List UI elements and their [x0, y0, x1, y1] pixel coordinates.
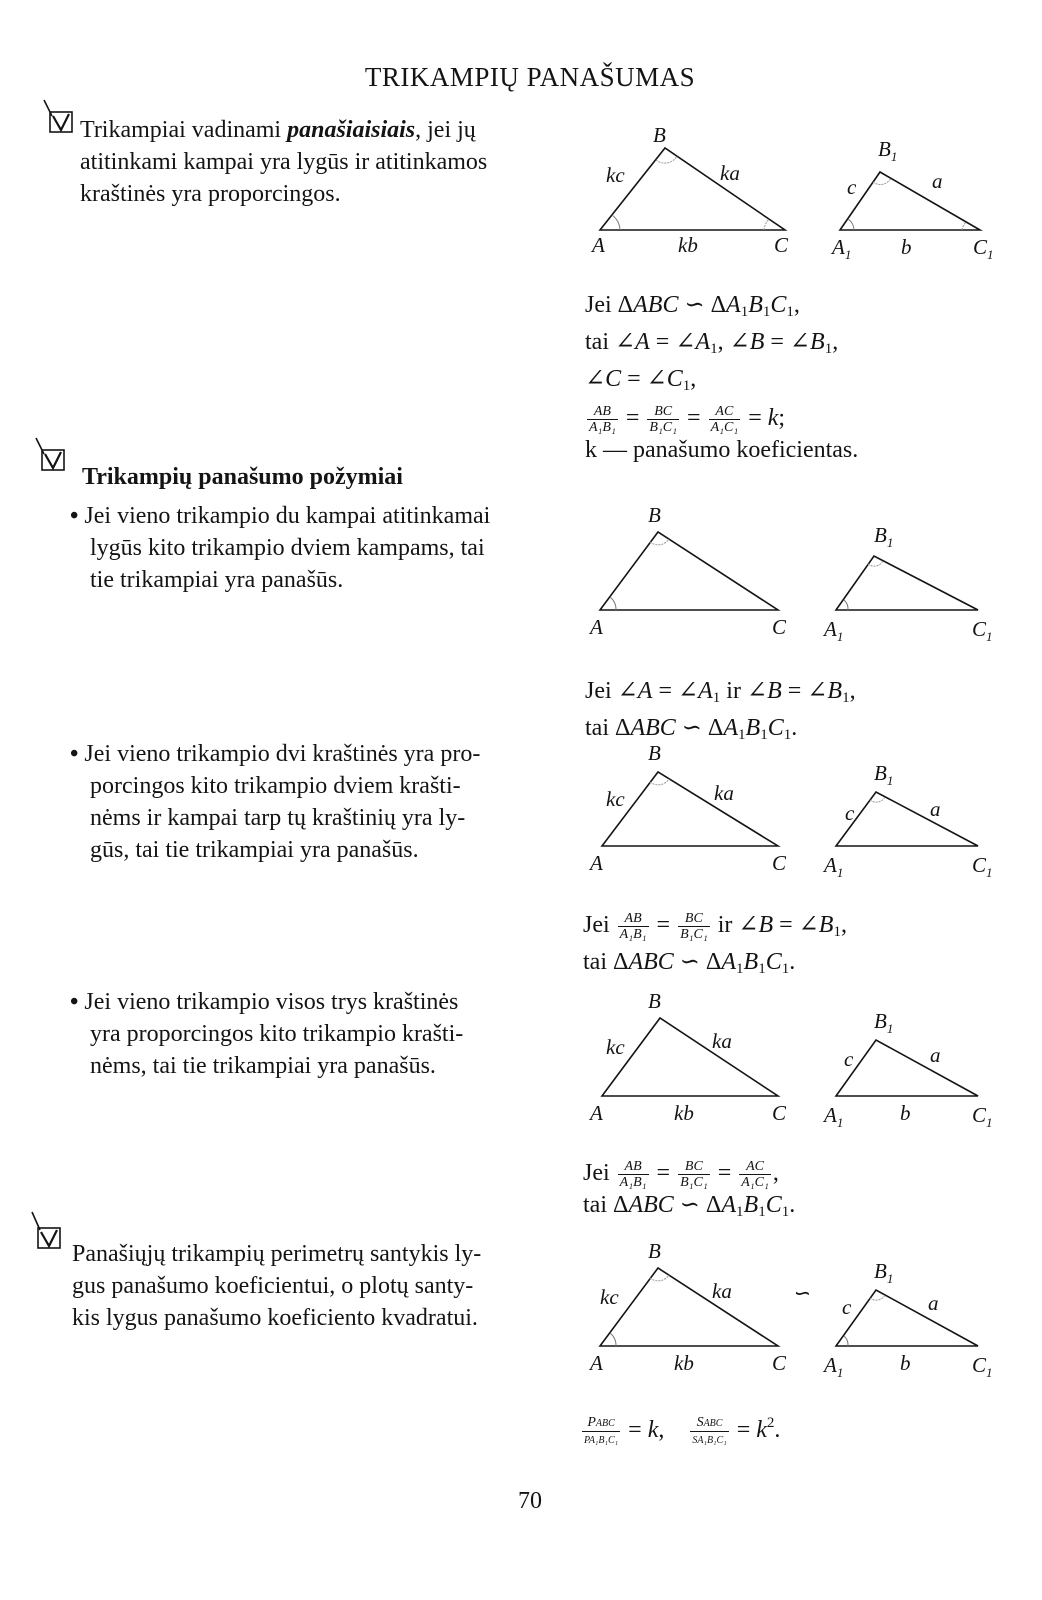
checkbox-checked-icon	[30, 1210, 66, 1254]
vertex-label-c: C	[772, 1351, 787, 1375]
perimeter-area-paragraph: Panašiųjų trikampių perimetrų santykis ly- gus panašumo koeficientui, o plotų santy- kis lygus panašumo koeficiento kvadratui.	[72, 1241, 482, 1331]
triangle-a1b1c1	[840, 172, 980, 230]
side-label-kb: kb	[674, 1351, 694, 1375]
checkbox-checked-icon	[34, 436, 70, 476]
vertex-label-c: C	[772, 851, 787, 875]
vertex-label-c1: $C_1$	[972, 853, 993, 878]
vertex-label-b1: $B_1$	[874, 523, 894, 550]
vertex-label-c: C	[774, 233, 789, 257]
criterion-2-formula: Jei $\frac{AB}{\text{A₁B₁}}$ = $\frac{BC}{\text{B₁C₁}}$ ir ∠B = $\angle B_1$, tai ΔABC ∽ $\Delta A_1B_1C_1$.	[583, 910, 847, 977]
side-label-a: a	[930, 1043, 941, 1067]
definition-text: Trikampiai vadinami	[80, 117, 288, 143]
side-label-kb: kb	[674, 1101, 694, 1125]
vertex-label-a1: $A_1$	[824, 853, 844, 878]
criteria-heading: Trikampių panašumo požymiai	[82, 464, 403, 490]
triangle-pair-figure	[580, 502, 1020, 642]
side-label-a: a	[930, 797, 941, 821]
vertex-label-a1: $A_1$	[824, 1353, 844, 1380]
side-label-ka: ka	[712, 1029, 732, 1053]
vertex-label-c1: $C_1$	[972, 1353, 993, 1380]
side-label-kc: kc	[606, 787, 625, 811]
vertex-label-a1: $A_1$	[824, 617, 844, 642]
side-label-ka: ka	[720, 161, 740, 185]
side-label-kb: kb	[678, 233, 698, 257]
side-label-b: b	[900, 1351, 911, 1375]
vertex-label-b1: $B_1$	[874, 1009, 894, 1036]
side-label-c: c	[847, 175, 857, 199]
vertex-label-a1: $A_1$	[832, 235, 852, 260]
side-label-ka: ka	[714, 781, 734, 805]
criterion-1-formula: Jei ∠A = $\angle A_1$ ir ∠B = $\angle B_1$, tai ΔABC ∽ $\Delta A_1B_1C_1$.	[585, 678, 856, 743]
side-label-kc: kc	[600, 1285, 619, 1309]
page-title: TRIKAMPIŲ PANAŠUMAS	[364, 62, 696, 92]
triangle-pair-figure	[580, 1238, 1020, 1380]
definition-text: kraštinės yra proporcingos.	[80, 181, 341, 207]
triangle-pair-figure	[580, 120, 1020, 260]
vertex-label-b: B	[648, 503, 661, 527]
vertex-label-a: A	[590, 1101, 603, 1125]
vertex-label-b1: $B_1$	[878, 137, 898, 164]
criterion-3-formula: Jei $\frac{AB}{\text{A₁B₁}}$ = $\frac{BC}{\text{B₁C₁}}$ = $\frac{AC}{\text{A₁C₁}}$ , tai ΔABC ∽ $\Delta A_1B_1C_1$.	[583, 1158, 796, 1220]
side-label-a: a	[928, 1291, 939, 1315]
triangle-abc	[600, 148, 785, 230]
perimeter-area-formula: $\frac{\text{PABC}}{\text{PA₁B₁C₁}}$ = k, $\frac{\text{SABC}}{\text{SA₁B₁C₁}}$ = $k^2$.	[584, 1414, 781, 1446]
criterion-2: • Jei vieno trikampio dvi kraštinės yra pro- porcingos kito trikampio dviem krašti- nėms ir kampai tarp tų kraštinių yra ly- gūs, tai tie trikampiai yra panašūs.	[70, 741, 481, 863]
vertex-label-a1: $A_1$	[824, 1103, 844, 1128]
vertex-label-a: A	[592, 233, 605, 257]
vertex-label-a: A	[590, 1351, 603, 1375]
vertex-label-b: B	[653, 123, 666, 147]
checkbox-checked-icon	[42, 98, 78, 138]
vertex-label-b: B	[648, 989, 661, 1013]
vertex-label-b1: $B_1$	[874, 761, 894, 788]
vertex-label-b1: $B_1$	[874, 1259, 894, 1286]
side-label-kc: kc	[606, 163, 625, 187]
vertex-label-c: C	[772, 615, 787, 639]
vertex-label-c1: $C_1$	[973, 235, 994, 260]
vertex-label-b: B	[648, 741, 661, 765]
vertex-label-c: C	[772, 1101, 787, 1125]
side-label-ka: ka	[712, 1279, 732, 1303]
definition-text: atitinkami kampai yra lygūs ir atitinkamos	[80, 149, 488, 175]
vertex-label-c1: $C_1$	[972, 617, 993, 642]
criterion-3: • Jei vieno trikampio visos trys kraštinės yra proporcingos kito trikampio krašti- nėms, tai tie trikampiai yra panašūs.	[70, 989, 464, 1079]
definition-formula: Jei ΔABC ∽ $\Delta A_1B_1C_1$, tai ∠A = $\angle A_1$, ∠B = $\angle B_1$, ∠C = $\angle C_1$, $\frac{AB}{\text{A₁B₁}}$ = $\frac{BC}{\text{B₁C₁}}$ = $\frac{AC}{\text{A₁C₁}}$ = k; k — panašumo koeficientas.	[585, 290, 1015, 465]
side-label-c: c	[842, 1295, 852, 1319]
similarity-symbol: ∽	[792, 1281, 810, 1305]
vertex-label-c1: $C_1$	[972, 1103, 993, 1128]
vertex-label-a: A	[590, 615, 603, 639]
coefficient-note: k — panašumo koeficientas.	[585, 436, 859, 463]
vertex-label-a: A	[590, 851, 603, 875]
definition-paragraph	[80, 114, 570, 210]
side-label-kc: kc	[606, 1035, 625, 1059]
definition-text: , jei jų	[415, 117, 476, 143]
side-label-c: c	[845, 801, 855, 825]
side-label-a: a	[932, 169, 943, 193]
page-number: 70	[518, 1488, 542, 1514]
criterion-1: • Jei vieno trikampio du kampai atitinkamai lygūs kito trikampio dviem kampams, tai tie trikampiai yra panašūs.	[70, 503, 491, 593]
definition-term: panašiaisiais	[287, 117, 416, 143]
vertex-label-b: B	[648, 1239, 661, 1263]
triangle-pair-figure	[580, 988, 1020, 1128]
side-label-b: b	[901, 235, 912, 259]
triangle-pair-figure	[580, 738, 1020, 878]
side-label-c: c	[844, 1047, 854, 1071]
side-label-b: b	[900, 1101, 911, 1125]
